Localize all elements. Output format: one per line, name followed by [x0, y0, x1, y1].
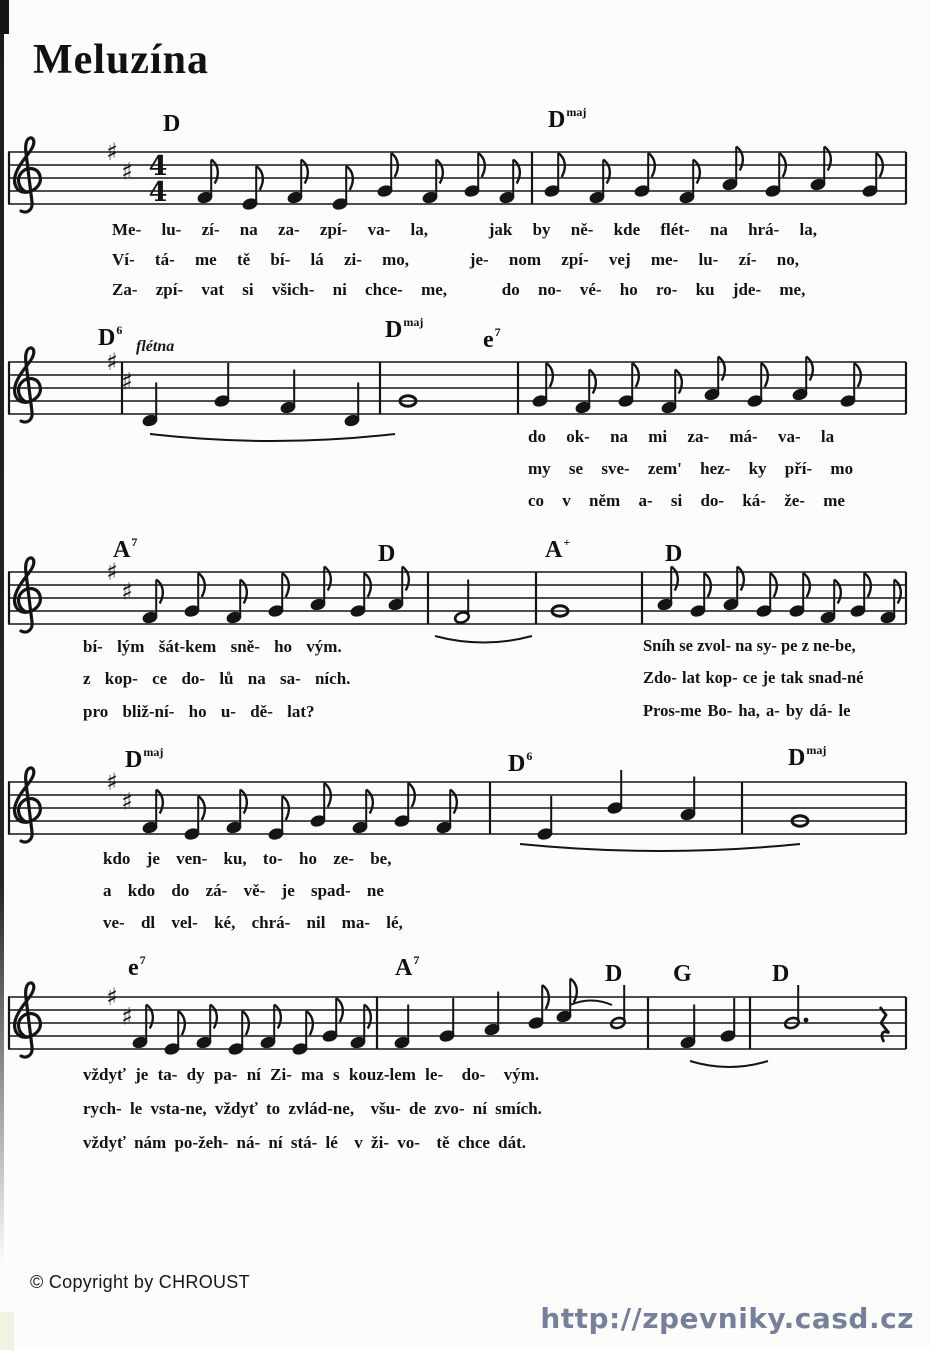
chord-label	[665, 542, 682, 566]
lyric-line: Zdo- lat kop- ce je tak snad-né	[643, 668, 864, 687]
chord-label	[788, 743, 827, 771]
lyric-line: Za- zpí- vat si všich- ni chce- me, do no- vé- ho ro- ku jde- me,	[112, 280, 806, 299]
chord-root: A	[395, 955, 413, 981]
augmentation-dot	[804, 1018, 809, 1023]
lyric-line: ve- dl vel- ké, chrá- nil ma- lé,	[103, 913, 403, 932]
chord-label	[378, 542, 395, 566]
chord-sup: 6	[526, 749, 533, 763]
chord-root: D	[508, 751, 526, 777]
chord-sup: +	[563, 535, 571, 549]
chord-root: D	[605, 961, 623, 987]
sharp-icon: ♯	[106, 983, 118, 1011]
treble-clef-icon	[15, 138, 41, 212]
chord-sup: 7	[413, 953, 420, 967]
chord-root: D	[788, 745, 806, 771]
lyric-line: do ok- na mi za- má- va- la	[528, 427, 835, 446]
chord-sup: maj	[143, 745, 164, 759]
staff-1	[8, 138, 906, 212]
chord-sup: 7	[494, 325, 501, 339]
source-url: http://zpevniky.casd.cz	[540, 1302, 914, 1335]
chord-label	[113, 535, 138, 563]
chord-root: e	[483, 327, 494, 353]
chord-label	[125, 745, 164, 773]
lyric-line: z kop- ce do- lů na sa- ních.	[83, 669, 351, 688]
lyric-line: bí- lým šát-kem sně- ho vým.	[83, 637, 342, 656]
chord-root: e	[128, 955, 139, 981]
chord-sup: maj	[403, 315, 424, 329]
treble-clef-icon	[15, 558, 41, 632]
chord-sup: maj	[806, 743, 827, 757]
lyric-line: a kdo do zá- vě- je spad- ne	[103, 881, 384, 900]
chord-label	[163, 112, 180, 136]
chord-root: D	[125, 747, 143, 773]
chord-root: D	[665, 541, 683, 567]
staff-4	[8, 768, 906, 851]
chord-root: A	[113, 537, 131, 563]
lyric-line: vždyť nám po-žeh- ná- ní stá- lé v ži- vo- tě chce dát.	[83, 1133, 527, 1152]
chord-sup: 7	[131, 535, 138, 549]
slur	[150, 434, 395, 441]
chord-label	[545, 535, 571, 563]
treble-clef-icon	[15, 768, 41, 842]
lyric-line: my se sve- zem' hez- ky pří- mo	[528, 459, 854, 478]
lyric-line: co v něm a- si do- ká- že- me	[528, 491, 845, 510]
time-signature: 4	[148, 177, 168, 208]
staff-3	[8, 558, 906, 643]
chord-label	[385, 315, 424, 343]
instrument-annotation: flétna	[136, 338, 175, 355]
sharp-icon: ♯	[106, 768, 118, 796]
lyric-line: pro bliž-ní- ho u- dě- lat?	[83, 702, 315, 721]
chord-label	[483, 325, 501, 353]
treble-clef-icon	[15, 983, 41, 1057]
treble-clef-icon	[15, 348, 41, 422]
lyric-line: kdo je ven- ku, to- ho ze- be,	[103, 849, 392, 868]
copyright-notice: © Copyright by CHROUST	[30, 1272, 250, 1292]
chord-root: G	[673, 961, 692, 987]
time-signature: 4	[148, 151, 168, 182]
chord-root: A	[545, 537, 563, 563]
chord-sup: maj	[566, 105, 587, 119]
staff-5	[8, 979, 906, 1068]
chord-label	[508, 749, 533, 777]
sharp-icon: ♯	[121, 787, 133, 816]
chord-label	[395, 953, 420, 981]
lyric-line: Ví- tá- me tě bí- lá zi- mo, je- nom zpí- vej me- lu- zí- no,	[112, 250, 799, 269]
lyric-line: Me- lu- zí- na za- zpí- va- la, jak by ně- kde flét- na hrá- la,	[112, 220, 817, 239]
chord-label	[98, 323, 123, 351]
slur	[435, 636, 532, 643]
sharp-icon: ♯	[106, 138, 118, 166]
chord-label	[772, 962, 789, 986]
sharp-icon: ♯	[121, 1002, 133, 1031]
lyric-line: rych- le vsta-ne, vždyť to zvlád-ne, všu- de zvo- ní smích.	[83, 1099, 542, 1118]
chord-label	[128, 953, 146, 981]
chord-sup: 6	[116, 323, 123, 337]
sharp-icon: ♯	[121, 577, 133, 606]
chord-root: D	[772, 961, 790, 987]
chord-sup: 7	[139, 953, 146, 967]
sharp-icon: ♯	[121, 367, 133, 396]
song-title: Meluzína	[33, 37, 209, 83]
slur	[570, 1001, 612, 1006]
chord-root: D	[378, 541, 396, 567]
chord-root: D	[385, 317, 403, 343]
chord-root: D	[548, 107, 566, 133]
sharp-icon: ♯	[106, 558, 118, 586]
sharp-icon: ♯	[121, 157, 133, 186]
chord-label	[673, 962, 692, 986]
chord-label	[605, 962, 622, 986]
chord-root: D	[163, 111, 181, 137]
lyric-line: vždyť je ta- dy pa- ní Zi- ma s kouz-lem le- do- vým.	[83, 1065, 540, 1084]
slur	[520, 844, 800, 851]
lyric-line: Sníh se zvol- na sy- pe z ne-be,	[643, 636, 856, 655]
chord-label	[548, 105, 587, 133]
sharp-icon: ♯	[106, 348, 118, 376]
slur	[690, 1061, 768, 1067]
lyric-line: Pros-me Bo- ha, a- by dá- le	[643, 701, 851, 720]
chord-root: D	[98, 325, 116, 351]
